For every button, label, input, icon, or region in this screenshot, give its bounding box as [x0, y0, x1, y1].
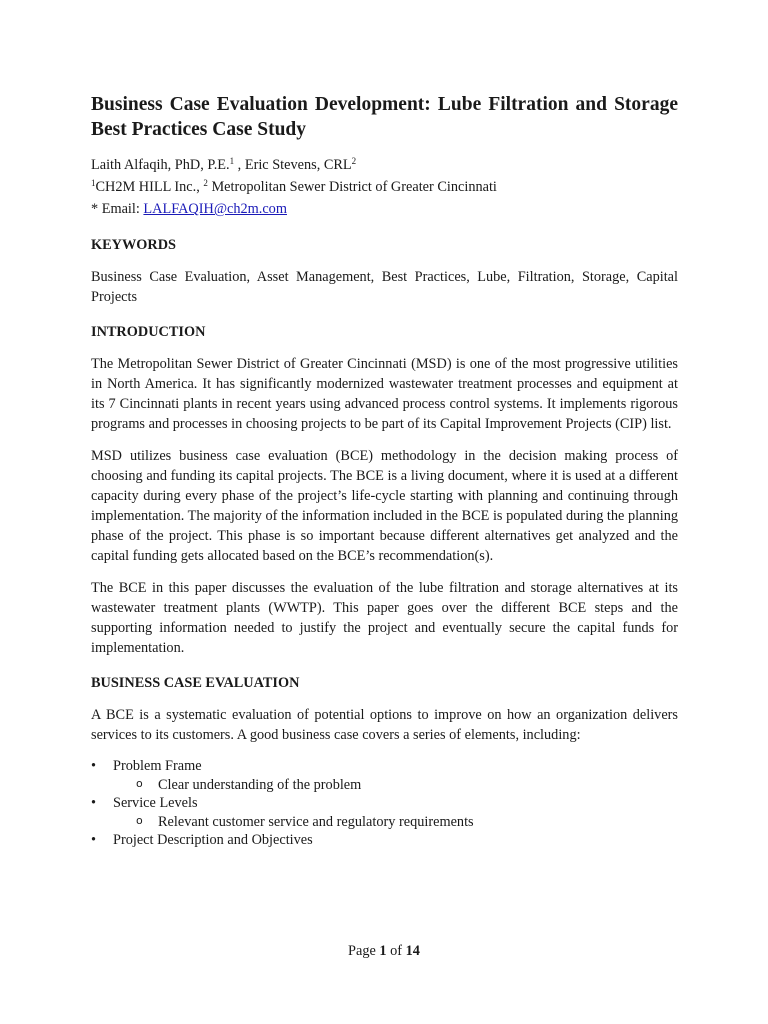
paper-title: Business Case Evaluation Development: Lube Filtration and Storage Best Practices Case Study — [91, 94, 678, 140]
page-of-label: of — [386, 943, 406, 959]
email-line — [91, 198, 678, 220]
affiliation-name: CH2M HILL Inc., — [95, 179, 204, 195]
author-name: Laith Alfaqih, PhD, P.E. — [91, 157, 230, 173]
paragraph: The Metropolitan Sewer District of Greater Cincinnati (MSD) is one of the most progressive utilities in North America. It has significantly modernized wastewater treatment processes and equipment at its 7 Cincinnati plants in recent years using advanced process control systems. It implements rigorous programs and processes in choosing projects to be part of its Capital Improvement Projects (CIP) list. — [91, 356, 678, 432]
author-name: Eric Stevens, CRL — [244, 157, 352, 173]
affiliation-marker: 2 — [351, 156, 357, 166]
page-number: 1 — [379, 943, 387, 959]
list-item: • Service Levels — [91, 794, 678, 813]
sub-list-item: o Relevant customer service and regulatory requirements — [91, 813, 678, 832]
sub-list-item: o Clear understanding of the problem — [91, 776, 678, 795]
keywords-text: Business Case Evaluation, Asset Management, Best Practices, Lube, Filtration, Storage, Capital Projects — [91, 269, 678, 305]
affiliation-marker: 1 — [91, 178, 96, 188]
page-footer — [0, 941, 768, 961]
section-heading-keywords: KEYWORDS — [91, 237, 176, 253]
page-total: 14 — [405, 943, 420, 959]
paragraph: MSD utilizes business case evaluation (BCE) methodology in the decision making process of choosing and funding its capital projects. The BCE is a living document, where it is used at a different capacity during every phase of the project’s life-cycle starting with planning and continuing through implementation. The majority of the information included in the BCE is populated during the planning phase of the project. This phase is so important because different alternatives get analyzed and the capital funding gets allocated based on the BCE’s recommendation(s). — [91, 448, 678, 564]
author-block — [91, 154, 678, 220]
paragraph: The BCE in this paper discusses the evaluation of the lube filtration and storage alternatives at its wastewater treatment plants (WWTP). This paper goes over the different BCE steps and the supporting information needed to justify the project and eventually secure the capital funds for implementation. — [91, 580, 678, 656]
affiliation-marker: 2 — [203, 178, 208, 188]
section-heading-business-case-evaluation: BUSINESS CASE EVALUATION — [91, 675, 300, 691]
affiliation-marker: 1 — [229, 156, 235, 166]
email-label: * Email: — [91, 201, 144, 217]
email-link[interactable]: LALFAQIH@ch2m.com — [143, 201, 287, 217]
author-line: Laith Alfaqih, PhD, P.E.$^1$ , Eric Stevens, CRL$^2$ — [91, 156, 357, 173]
element-list — [91, 757, 678, 850]
paragraph: A BCE is a systematic evaluation of potential options to improve on how an organization delivers services to its customers. A good business case covers a series of elements, including: — [91, 707, 678, 743]
list-item: • Project Description and Objectives — [91, 831, 678, 850]
document-page — [91, 92, 678, 850]
list-item: • Problem Frame — [91, 757, 678, 776]
affiliation-name: Metropolitan Sewer District of Greater Cincinnati — [207, 179, 497, 195]
page-label: Page — [348, 943, 380, 959]
section-heading-introduction: INTRODUCTION — [91, 324, 206, 340]
affiliation-line — [91, 176, 678, 198]
